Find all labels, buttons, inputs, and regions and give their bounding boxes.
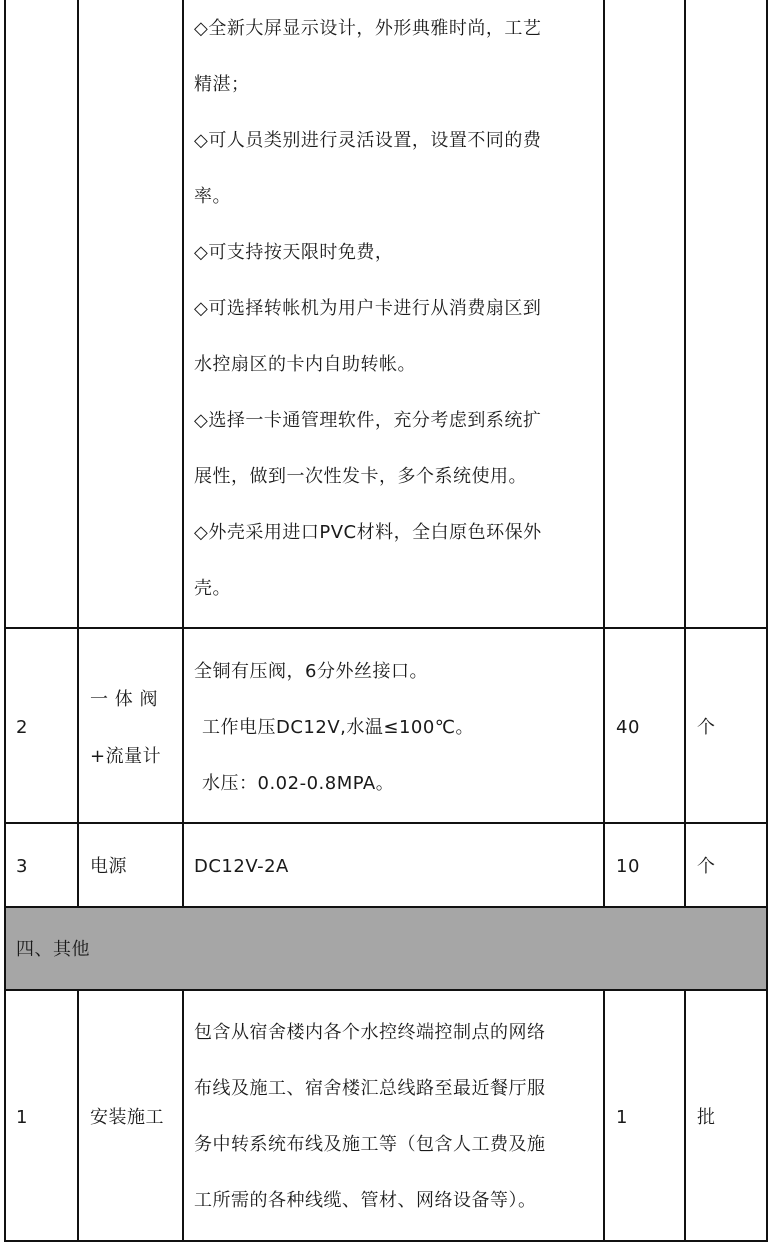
description-line: 工所需的各种线缆、管材、网络设备等）。	[194, 1190, 537, 1211]
unit: 个	[697, 856, 716, 877]
unit: 批	[697, 1107, 716, 1128]
description-line: 水压：0.02-0.8MPA。	[202, 773, 395, 794]
row-divider	[4, 627, 768, 629]
quantity: 10	[616, 856, 640, 877]
description-line: 精湛；	[194, 74, 250, 95]
row-number: 3	[16, 856, 28, 877]
column-divider	[182, 0, 184, 908]
description-line: ◇外壳采用进口PVC材料，全白原色环保外	[194, 522, 542, 543]
description-line: ◇全新大屏显示设计，外形典雅时尚，工艺	[194, 18, 542, 39]
column-divider	[77, 0, 79, 908]
item-name-line: +流量计	[90, 746, 162, 767]
column-divider	[684, 989, 686, 1242]
description-line: 布线及施工、宿舍楼汇总线路至最近餐厅服	[194, 1078, 546, 1099]
description-line: 壳。	[194, 578, 231, 599]
item-name-line: 一 体 阀	[90, 689, 158, 710]
unit: 个	[697, 717, 716, 738]
description-line: 工作电压DC12V,水温≤100℃。	[202, 717, 475, 738]
row-divider	[4, 906, 768, 908]
description-line: ◇可支持按天限时免费，	[194, 242, 394, 263]
item-name: 安装施工	[90, 1107, 164, 1128]
column-divider	[77, 989, 79, 1242]
item-name: 电源	[90, 856, 127, 877]
description-line: 率。	[194, 186, 231, 207]
column-divider	[603, 989, 605, 1242]
table-right-border	[766, 0, 768, 1242]
quantity: 1	[616, 1107, 628, 1128]
description-line: 务中转系统布线及施工等（包含人工费及施	[194, 1134, 546, 1155]
description-line: 展性，做到一次性发卡，多个系统使用。	[194, 466, 527, 487]
table-bottom-border	[4, 1240, 768, 1242]
column-divider	[603, 0, 605, 908]
description: DC12V-2A	[194, 856, 289, 877]
description-line: 水控扇区的卡内自助转帐。	[194, 354, 416, 375]
quantity: 40	[616, 717, 640, 738]
description-line: ◇选择一卡通管理软件，充分考虑到系统扩	[194, 410, 542, 431]
section-title: 四、其他	[16, 939, 90, 960]
row-divider	[4, 989, 768, 991]
table-left-border	[4, 0, 6, 1242]
description-line: ◇可选择转帐机为用户卡进行从消费扇区到	[194, 298, 542, 319]
column-divider	[684, 0, 686, 908]
row-divider	[4, 822, 768, 824]
description-line: ◇可人员类别进行灵活设置，设置不同的费	[194, 130, 542, 151]
description-line: 全铜有压阀，6分外丝接口。	[194, 661, 428, 682]
row-number: 2	[16, 717, 28, 738]
column-divider	[182, 989, 184, 1242]
row-number: 1	[16, 1107, 28, 1128]
description-line: 包含从宿舍楼内各个水控终端控制点的网络	[194, 1022, 546, 1043]
section-header-background	[4, 908, 768, 989]
